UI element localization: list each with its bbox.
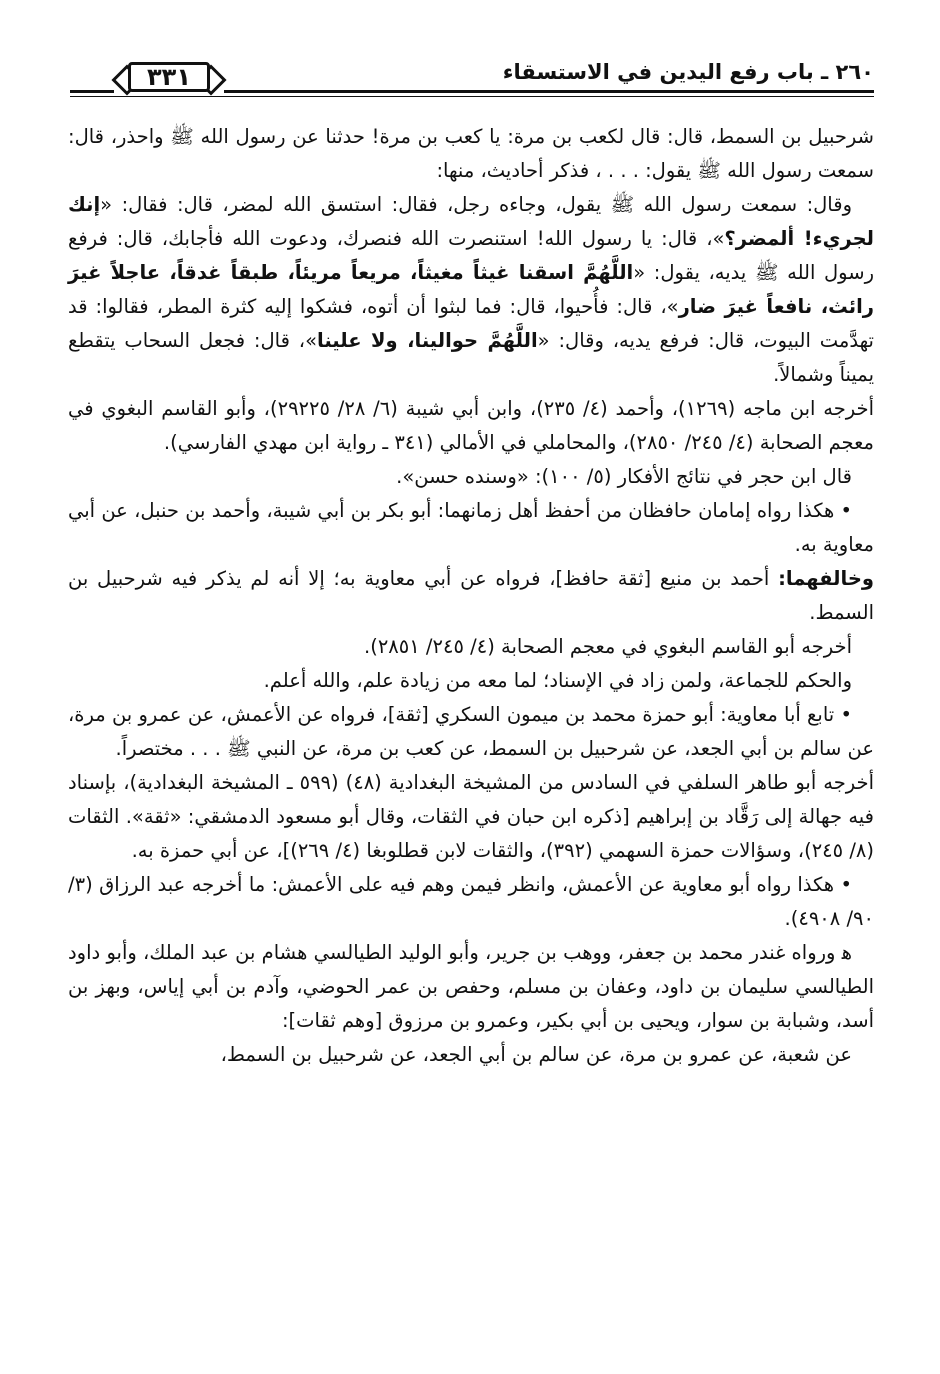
paragraph-p9 [68,698,874,766]
paragraph-p3 [68,392,874,460]
text-run: »، قال: فجعل السحاب يتقطع يميناً وشمالاً. [68,329,874,386]
bold-text: إنك لجريء! ألمضر؟ [68,193,874,250]
text-run: • تابع أبا معاوية: أبو حمزة محمد بن ميمون السكري [ثقة]، فرواه عن الأعمش، عن عمرو بن مرة، عن سالم بن أبي الجعد، عن شرحبيل بن السمط، عن كعب بن مرة، عن النبي ﷺ . . . مختصراً. [68,703,874,760]
text-run: والحكم للجماعة، ولمن زاد في الإسناد؛ لما معه من زيادة علم، والله أعلم. [263,669,852,692]
text-run: عن شعبة، عن عمرو بن مرة، عن سالم بن أبي الجعد، عن شرحبيل بن السمط، [220,1043,852,1066]
paragraph-p7 [68,630,874,664]
text-run: قال ابن حجر في نتائج الأفكار (٥/ ١٠٠): «وسنده حسن». [396,465,852,488]
paragraph-p4 [68,460,874,494]
text-run: أحمد بن منيع [ثقة حافظ]، فرواه عن أبي معاوية به؛ إلا أنه لم يذكر فيه شرحبيل بن السمط. [68,567,874,624]
paragraph-p6 [68,562,874,630]
paragraph-p1 [68,120,874,188]
text-run: • هكذا رواه أبو معاوية عن الأعمش، وانظر فيمن وهم فيه على الأعمش: ما أخرجه عبد الرزاق (٣/ ٩٠/ ٤٩٠٨). [68,873,874,930]
paragraph-p13 [68,1038,874,1072]
text-run: شرحبيل بن السمط، قال: قال لكعب بن مرة: يا كعب بن مرة! حدثنا عن رسول الله ﷺ واحذر، قال: سمعت رسول الله ﷺ يقول: . . . ، فذكر أحاديث، منها: [68,125,874,182]
text-run: أخرجه أبو القاسم البغوي في معجم الصحابة (٤/ ٢٤٥/ ٢٨٥١). [364,635,852,658]
bold-text: اللَّهُمَّ حوالينا، ولا علينا [317,329,538,352]
text-run: أخرجه أبو طاهر السلفي في السادس من المشيخة البغدادية (٤٨) (٥٩٩ ـ المشيخة البغدادية)، بإسناد فيه جهالة إلى رَقَّاد بن إبراهيم [ذكره ابن حبان في الثقات، وقال أبو مسعود الدمشقي: «ثقة». الثقات (٨/ ٢٤٥)، وسؤالات حمزة السهمي (٣٩٢)، والثقات لابن قطلوبغا (٤/ ٢٦٩)]، عن أبي حمزة به. [68,771,874,862]
paragraph-p10 [68,766,874,868]
text-run: • هكذا رواه إمامان حافظان من أحفظ أهل زمانهما: أبو بكر بن أبي شيبة، وأحمد بن حنبل، عن أبي معاوية به. [68,499,874,556]
paragraph-p5 [68,494,874,562]
bold-text: اللَّهُمَّ اسقنا غيثاً مغيثاً، مريعاً مريئاً، طبقاً غدقاً، عاجلاً غيرَ رائث، نافعاً غيرَ ضار [68,261,874,318]
paragraph-p12 [68,936,874,1038]
page-body [68,120,874,1072]
page-number: ٣٣١ [128,62,210,92]
text-run: أخرجه ابن ماجه (١٢٦٩)، وأحمد (٤/ ٢٣٥)، وابن أبي شيبة (٦/ ٢٨/ ٢٩٢٢٥)، وأبو القاسم البغوي في معجم الصحابة (٤/ ٢٤٥/ ٢٨٥٠)، والمحاملي في الأمالي (٣٤١ ـ رواية ابن مهدي الفارسي). [68,397,874,454]
paragraph-p8 [68,664,874,698]
text-run: ﻫ ورواه غندر محمد بن جعفر، ووهب بن جرير، وأبو الوليد الطيالسي هشام بن عبد الملك، وأبو داود الطيالسي سليمان بن داود، وعفان بن مسلم، وحفص بن عمر الحوضي، وآدم بن أبي إياس، وبهز بن أسد، وشبابة بن سوار، ويحيى بن أبي بكير، وعمرو بن مرزوق [وهم ثقات]: [68,941,874,1032]
paragraph-p2 [68,188,874,392]
bold-text: وخالفهما: [778,567,874,590]
page-number-ornament [114,60,224,94]
header-rule-thin [70,96,874,97]
text-run: »، قال: فأُحيوا، قال: فما لبثوا أن أتوه، فشكوا إليه كثرة المطر، فقالوا: قد تهدَّمت البيوت، قال: فرفع يديه، وقال: « [68,295,874,352]
chapter-title: ٢٦٠ ـ باب رفع اليدين في الاستسقاء [502,60,874,84]
text-run: وقال: سمعت رسول الله ﷺ يقول، وجاءه رجل، فقال: استسق الله لمضر، قال: فقال: « [100,193,852,216]
text-run: »، قال: يا رسول الله! استنصرت الله فنصرك، ودعوت الله فأجابك، قال: فرفع رسول الله ﷺ يديه، يقول: « [68,227,874,284]
page-header [70,50,874,102]
paragraph-p11 [68,868,874,936]
